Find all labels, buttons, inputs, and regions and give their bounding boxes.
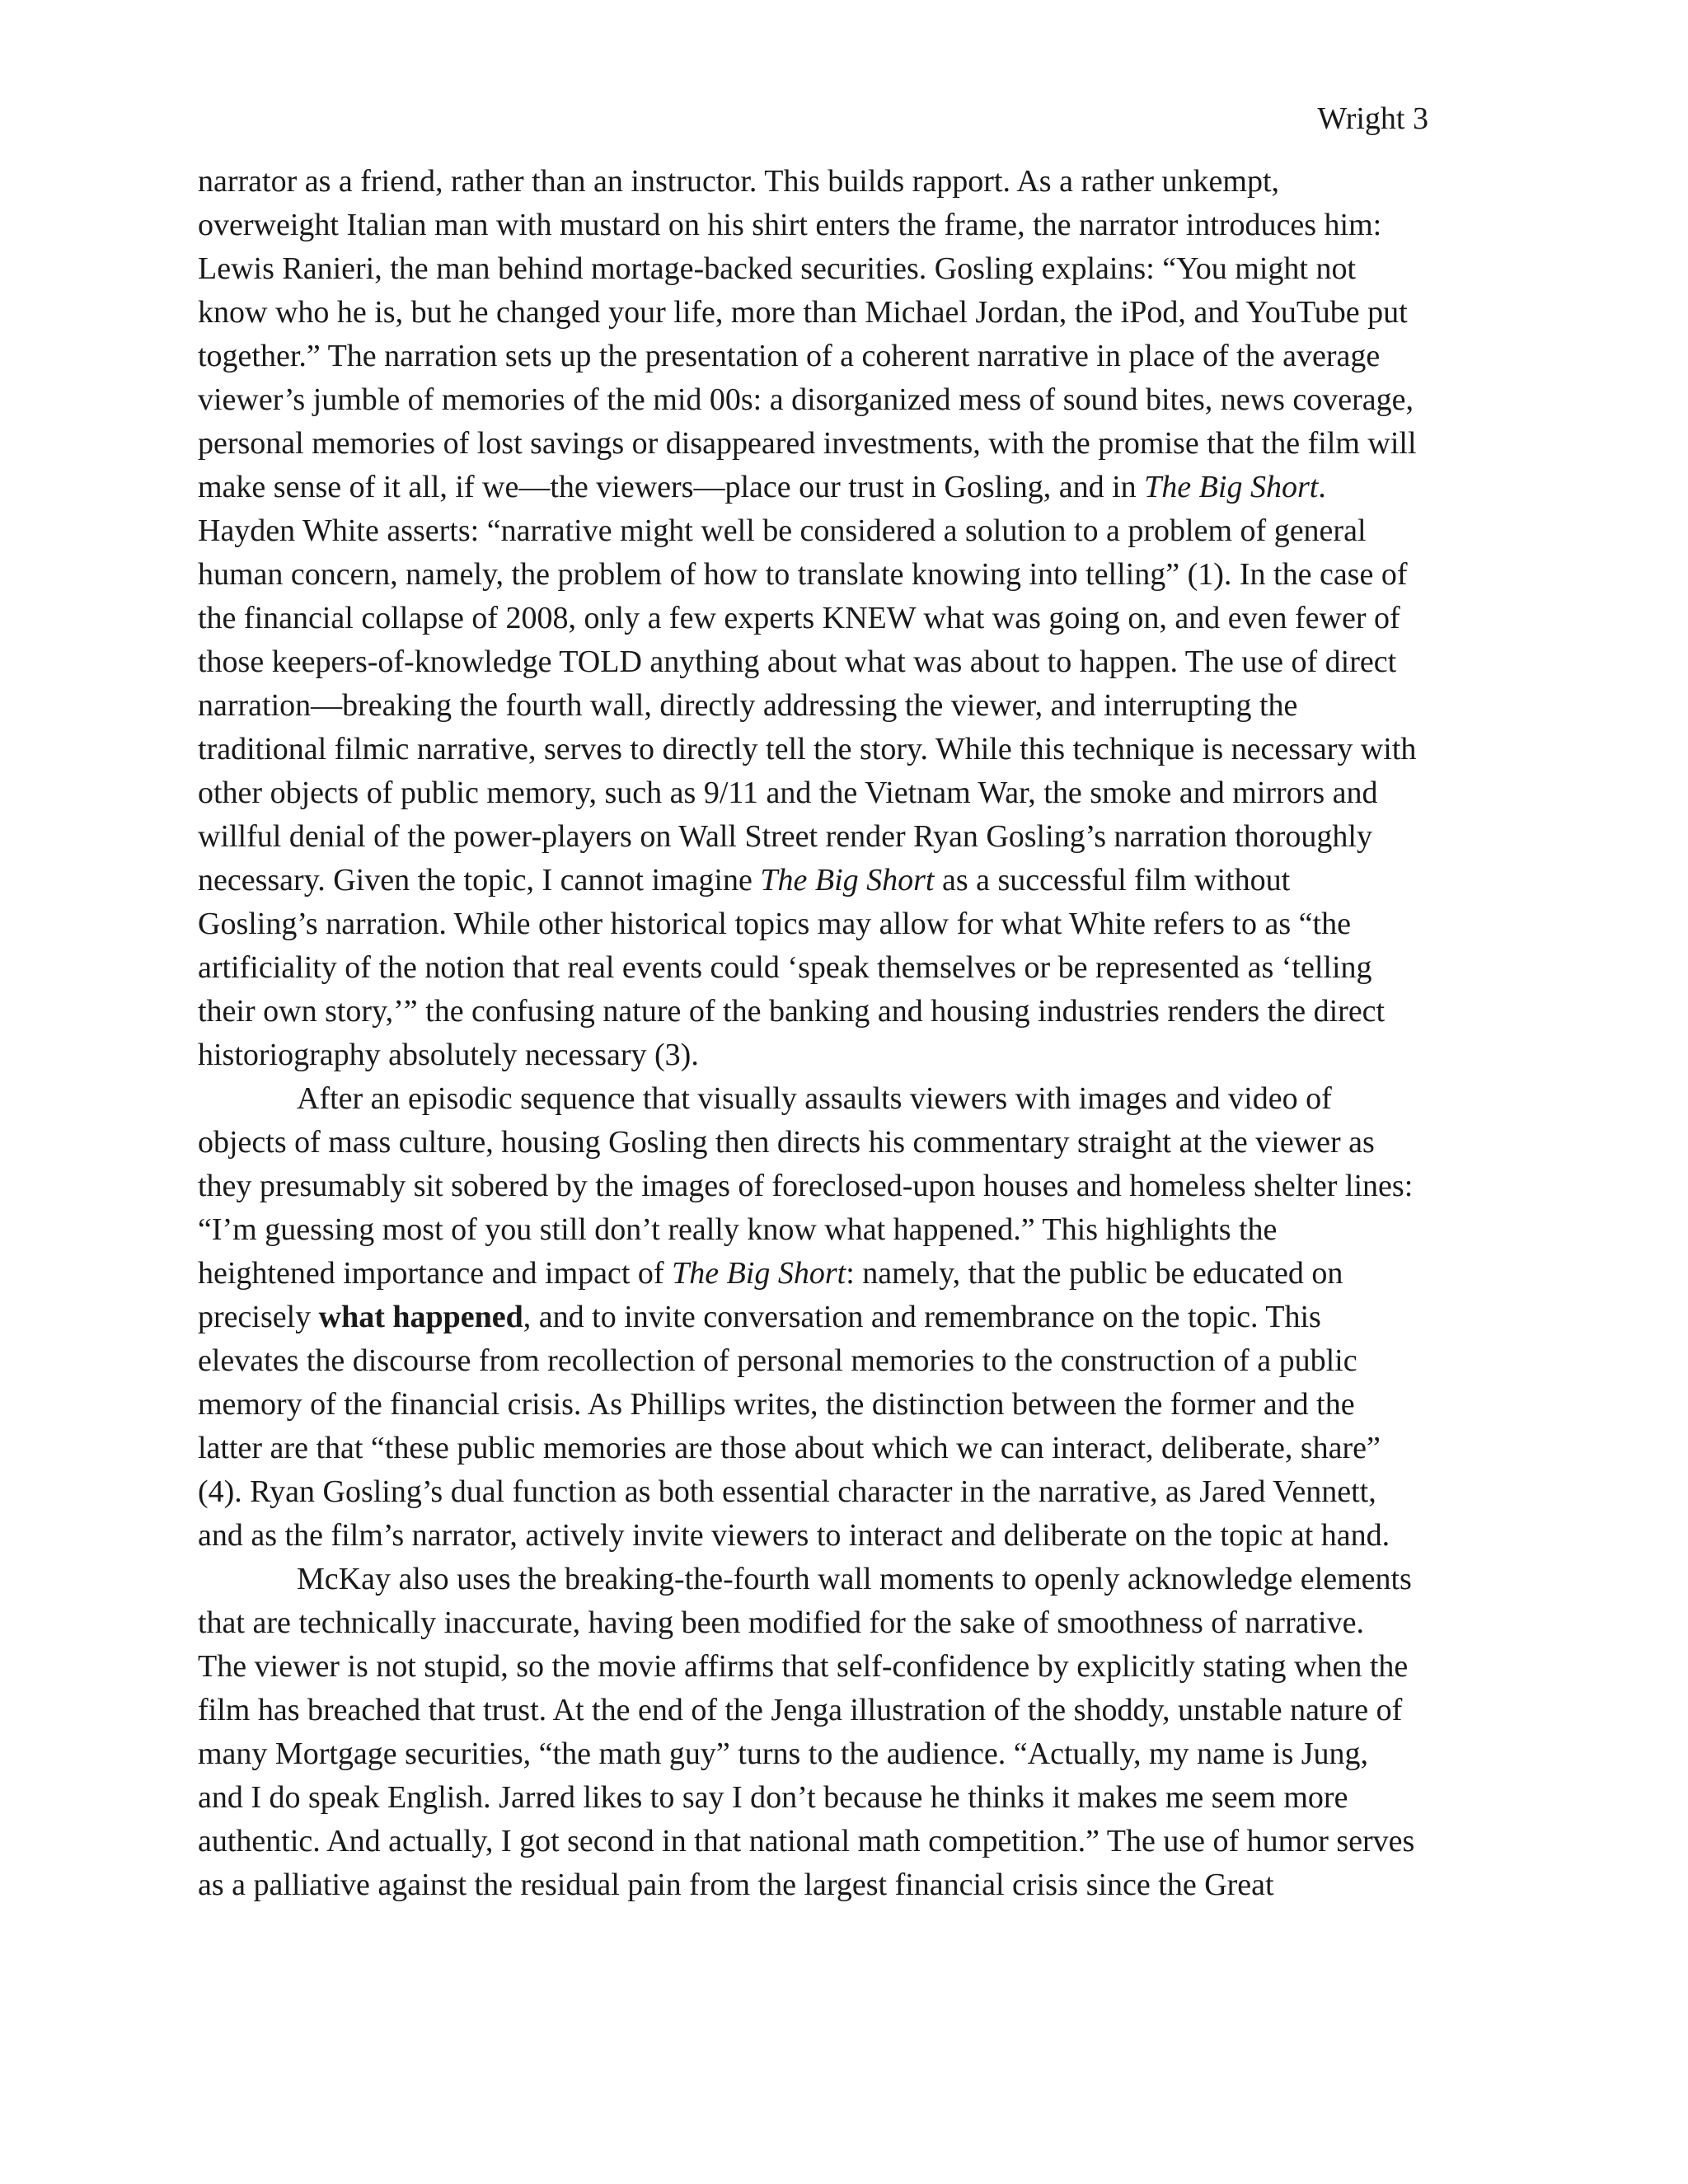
running-head: Wright 3	[1317, 101, 1428, 136]
text-line	[198, 815, 1500, 859]
text-segment: many Mortgage securities, “the math guy” turns to the audience. “Actually, my name is Jung,	[198, 1736, 1369, 1771]
text-segment: necessary. Given the topic, I cannot imagine	[198, 863, 761, 898]
text-line	[198, 859, 1500, 902]
text-segment: together.” The narration sets up the presentation of a coherent narrative in place of the average	[198, 339, 1381, 373]
text-segment: memory of the financial crisis. As Phillips writes, the distinction between the former and the	[198, 1387, 1355, 1422]
text-segment: other objects of public memory, such as 9/11 and the Vietnam War, the smoke and mirrors and	[198, 776, 1378, 810]
text-line	[198, 1339, 1500, 1383]
text-line	[198, 640, 1500, 684]
text-line	[198, 1514, 1500, 1558]
text-segment: Gosling’s narration. While other historical topics may allow for what White refers to as “the	[198, 907, 1351, 941]
body-text	[198, 160, 1500, 1907]
text-line	[198, 160, 1500, 204]
text-line	[198, 291, 1500, 335]
text-segment: that are technically inaccurate, having been modified for the sake of smoothness of narrative.	[198, 1605, 1364, 1640]
text-segment: : namely, that the public be educated on	[846, 1256, 1343, 1291]
text-line	[198, 684, 1500, 728]
text-segment: as a successful film without	[934, 863, 1291, 898]
text-line	[198, 1470, 1500, 1514]
text-line	[198, 247, 1500, 291]
text-line	[198, 553, 1500, 597]
italic-title: The Big Short	[760, 863, 935, 898]
text-segment: “I’m guessing most of you still don’t really know what happened.” This highlights the	[198, 1212, 1278, 1247]
text-segment: the financial collapse of 2008, only a few experts KNEW what was going on, and even fewer of	[198, 601, 1400, 635]
text-segment: and as the film’s narrator, actively invite viewers to interact and deliberate on the topic at hand.	[198, 1518, 1390, 1553]
text-segment: elevates the discourse from recollection of personal memories to the construction of a public	[198, 1343, 1357, 1378]
text-line	[198, 378, 1500, 422]
paragraph-first-line	[198, 1558, 1500, 1601]
text-line	[198, 1252, 1500, 1296]
text-line	[198, 1121, 1500, 1165]
text-line	[198, 204, 1500, 247]
text-segment: know who he is, but he changed your life, more than Michael Jordan, the iPod, and YouTube put	[198, 295, 1408, 330]
text-segment: artificiality of the notion that real events could ‘speak themselves or be represented as ‘telling	[198, 950, 1372, 985]
text-line	[198, 1383, 1500, 1427]
text-segment: , and to invite conversation and remembrance on the topic. This	[523, 1300, 1321, 1334]
text-line	[198, 1601, 1500, 1645]
text-segment: (4). Ryan Gosling’s dual function as both essential character in the narrative, as Jared Vennett,	[198, 1474, 1376, 1509]
text-line	[198, 509, 1500, 553]
text-segment: narration—breaking the fourth wall, directly addressing the viewer, and interrupting the	[198, 688, 1298, 723]
text-segment: film has breached that trust. At the end of the Jenga illustration of the shoddy, unstable nature of	[198, 1693, 1403, 1727]
paragraph-first-line	[198, 1077, 1500, 1121]
text-line	[198, 1820, 1500, 1863]
text-segment: heightened importance and impact of	[198, 1256, 673, 1291]
text-segment: as a palliative against the residual pain from the largest financial crisis since the Great	[198, 1868, 1274, 1902]
text-segment: their own story,’” the confusing nature of the banking and housing industries renders the direct	[198, 994, 1386, 1029]
text-segment: narrator as a friend, rather than an instructor. This builds rapport. As a rather unkempt,	[198, 164, 1280, 199]
text-segment: authentic. And actually, I got second in that national math competition.” The use of humor serves	[198, 1824, 1415, 1858]
text-line	[198, 1165, 1500, 1208]
text-line	[198, 1776, 1500, 1820]
text-line	[198, 466, 1500, 509]
text-segment: McKay also uses the breaking-the-fourth wall moments to openly acknowledge elements	[297, 1562, 1412, 1596]
text-segment: overweight Italian man with mustard on his shirt enters the frame, the narrator introduces him:	[198, 208, 1382, 242]
text-segment: those keepers-of-knowledge TOLD anything about what was about to happen. The use of direct	[198, 644, 1397, 679]
text-line	[198, 990, 1500, 1033]
text-segment: and I do speak English. Jarred likes to say I don’t because he thinks it makes me seem more	[198, 1780, 1348, 1815]
text-segment: make sense of it all, if we—the viewers—place our trust in Gosling, and in	[198, 470, 1145, 504]
text-segment: Hayden White asserts: “narrative might well be considered a solution to a problem of general	[198, 513, 1367, 548]
text-line	[198, 1296, 1500, 1339]
text-segment: precisely	[198, 1300, 319, 1334]
text-segment: human concern, namely, the problem of how to translate knowing into telling” (1). In the case of	[198, 557, 1408, 592]
text-segment: traditional filmic narrative, serves to directly tell the story. While this technique is necessary with	[198, 732, 1417, 766]
bold-emphasis: what happened	[318, 1300, 523, 1334]
text-segment: latter are that “these public memories are those about which we can interact, deliberate, share”	[198, 1431, 1381, 1465]
text-segment: After an episodic sequence that visually assaults viewers with images and video of	[297, 1081, 1332, 1116]
text-line	[198, 422, 1500, 466]
text-line	[198, 902, 1500, 946]
text-segment: willful denial of the power-players on Wall Street render Ryan Gosling’s narration thoroughly	[198, 819, 1372, 854]
italic-title: The Big Short	[1144, 470, 1319, 504]
text-line	[198, 946, 1500, 990]
text-line	[198, 728, 1500, 771]
text-line	[198, 1863, 1500, 1907]
text-segment: personal memories of lost savings or disappeared investments, with the promise that the film will	[198, 426, 1417, 461]
text-line	[198, 1033, 1500, 1077]
text-line	[198, 1645, 1500, 1689]
text-segment: historiography absolutely necessary (3).	[198, 1038, 699, 1072]
text-line	[198, 1689, 1500, 1732]
text-segment: The viewer is not stupid, so the movie affirms that self-confidence by explicitly stating when the	[198, 1649, 1409, 1684]
text-line	[198, 1427, 1500, 1470]
text-segment: they presumably sit sobered by the images of foreclosed-upon houses and homeless shelter lines:	[198, 1169, 1414, 1203]
text-line	[198, 597, 1500, 640]
text-line	[198, 335, 1500, 378]
text-segment: .	[1318, 470, 1326, 504]
text-line	[198, 1732, 1500, 1776]
text-segment: Lewis Ranieri, the man behind mortage-backed securities. Gosling explains: “You might not	[198, 251, 1357, 286]
text-line	[198, 1208, 1500, 1252]
text-segment: viewer’s jumble of memories of the mid 00s: a disorganized mess of sound bites, news coverage,	[198, 382, 1414, 417]
text-line	[198, 771, 1500, 815]
text-segment: objects of mass culture, housing Gosling then directs his commentary straight at the viewer as	[198, 1125, 1375, 1160]
italic-title: The Big Short	[672, 1256, 846, 1291]
